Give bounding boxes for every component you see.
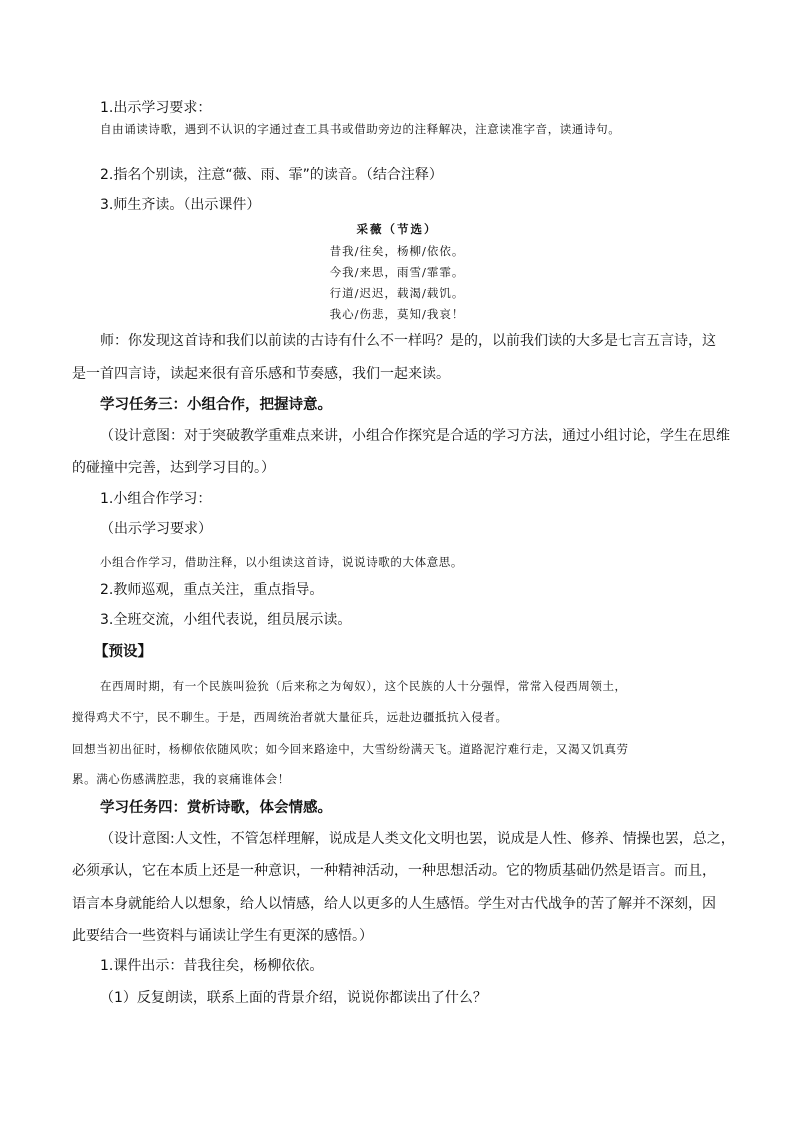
task-4-heading: 学习任务四：赏析诗歌，体会情感。	[100, 800, 332, 816]
design-intent-3-line-2: 的碰撞中完善，达到学习目的。）	[72, 460, 275, 476]
preset-paragraph-1-line-1: 在西周时期，有一个民族叫猃狁（后来称之为匈奴），这个民族的人十分强悍，常常入侵西周领土，	[100, 679, 627, 693]
preset-label: 【预设】	[94, 644, 152, 660]
step-teacher-patrol: 2.教师巡观，重点关注，重点指导。	[100, 582, 324, 598]
courseware-poem-line	[100, 957, 323, 975]
show-requirements: （出示学习要求）	[100, 521, 212, 537]
preset-paragraph-2-line-2: 累。满心伤感满腔悲，我的哀痛谁体会！	[72, 772, 290, 786]
step-3-text: 3.师生齐读。（出示课件）	[100, 197, 261, 213]
step-1-heading: 1.出示学习要求：	[100, 100, 212, 116]
question-1: （1）反复朗读，联系上面的背景介绍，说说你都读出了什么？	[100, 990, 487, 1006]
task-3-heading: 学习任务三：小组合作，把握诗意。	[100, 397, 332, 413]
step-1-instructions: 自由诵读诗歌，遇到不认识的字通过查工具书或借助旁边的注释解决，注意读准字音，读通诗句。	[100, 122, 621, 136]
poem-line: 昔我/往矣，杨柳/依依。	[329, 244, 465, 258]
preset-paragraph-2-line-1: 回想当初出征时，杨柳依依随风吹；如今回来路途中，大雪纷纷满天飞。道路泥泞难行走，又渴又饥真劳	[72, 742, 629, 756]
group-study-heading: 1.小组合作学习：	[100, 491, 212, 507]
step-class-share: 3.全班交流，小组代表说，组员展示读。	[100, 612, 352, 628]
design-intent-4-line-2: 必须承认，它在本质上还是一种意识，一种精神活动，一种思想活动。它的物质基础仍然是语言。而且，	[72, 863, 716, 879]
design-intent-4-line-4: 此要结合一些资料与诵读让学生有更深的感悟。）	[72, 928, 373, 944]
poem-line: 行道/迟迟，载渴/载饥。	[329, 286, 465, 300]
poem-line: 我心/伤悲，莫知/我哀！	[329, 307, 465, 321]
poem-line: 今我/来思，雨雪/霏霏。	[329, 265, 465, 279]
teacher-remark-line-1: 师：你发现这首诗和我们以前读的古诗有什么不一样吗？是的，以前我们读的大多是七言五言诗，这	[100, 333, 716, 349]
preset-paragraph-1-line-2: 搅得鸡犬不宁，民不聊生。于是，西周统治者就大量征兵，远赴边疆抵抗入侵者。	[72, 710, 508, 724]
courseware-label: 1.课件出示：昔我往矣，杨柳依依。	[100, 958, 324, 974]
design-intent-4-line-1: （设计意图:人文性，不管怎样理解，说成是人类文化文明也罢，说成是人性、修养、情操也罢，总之，	[100, 831, 735, 847]
design-intent-3-line-1: （设计意图：对于突破教学重难点来讲，小组合作探究是合适的学习方法，通过小组讨论，学生在思维	[100, 428, 730, 444]
teacher-remark-line-2: 是一首四言诗，读起来很有音乐感和节奏感，我们一起来读。	[72, 366, 450, 382]
group-study-instructions: 小组合作学习，借助注释，以小组读这首诗，说说诗歌的大体意思。	[100, 555, 463, 569]
design-intent-4-line-3: 语言本身就能给人以想象，给人以情感，给人以更多的人生感悟。学生对古代战争的苦了解并不深刻，因	[72, 896, 716, 912]
step-2-text: 2.指名个别读，注意“薇、雨、霏”的读音。（结合注释）	[100, 167, 443, 183]
poem-title: 采薇（节选）	[356, 222, 438, 236]
